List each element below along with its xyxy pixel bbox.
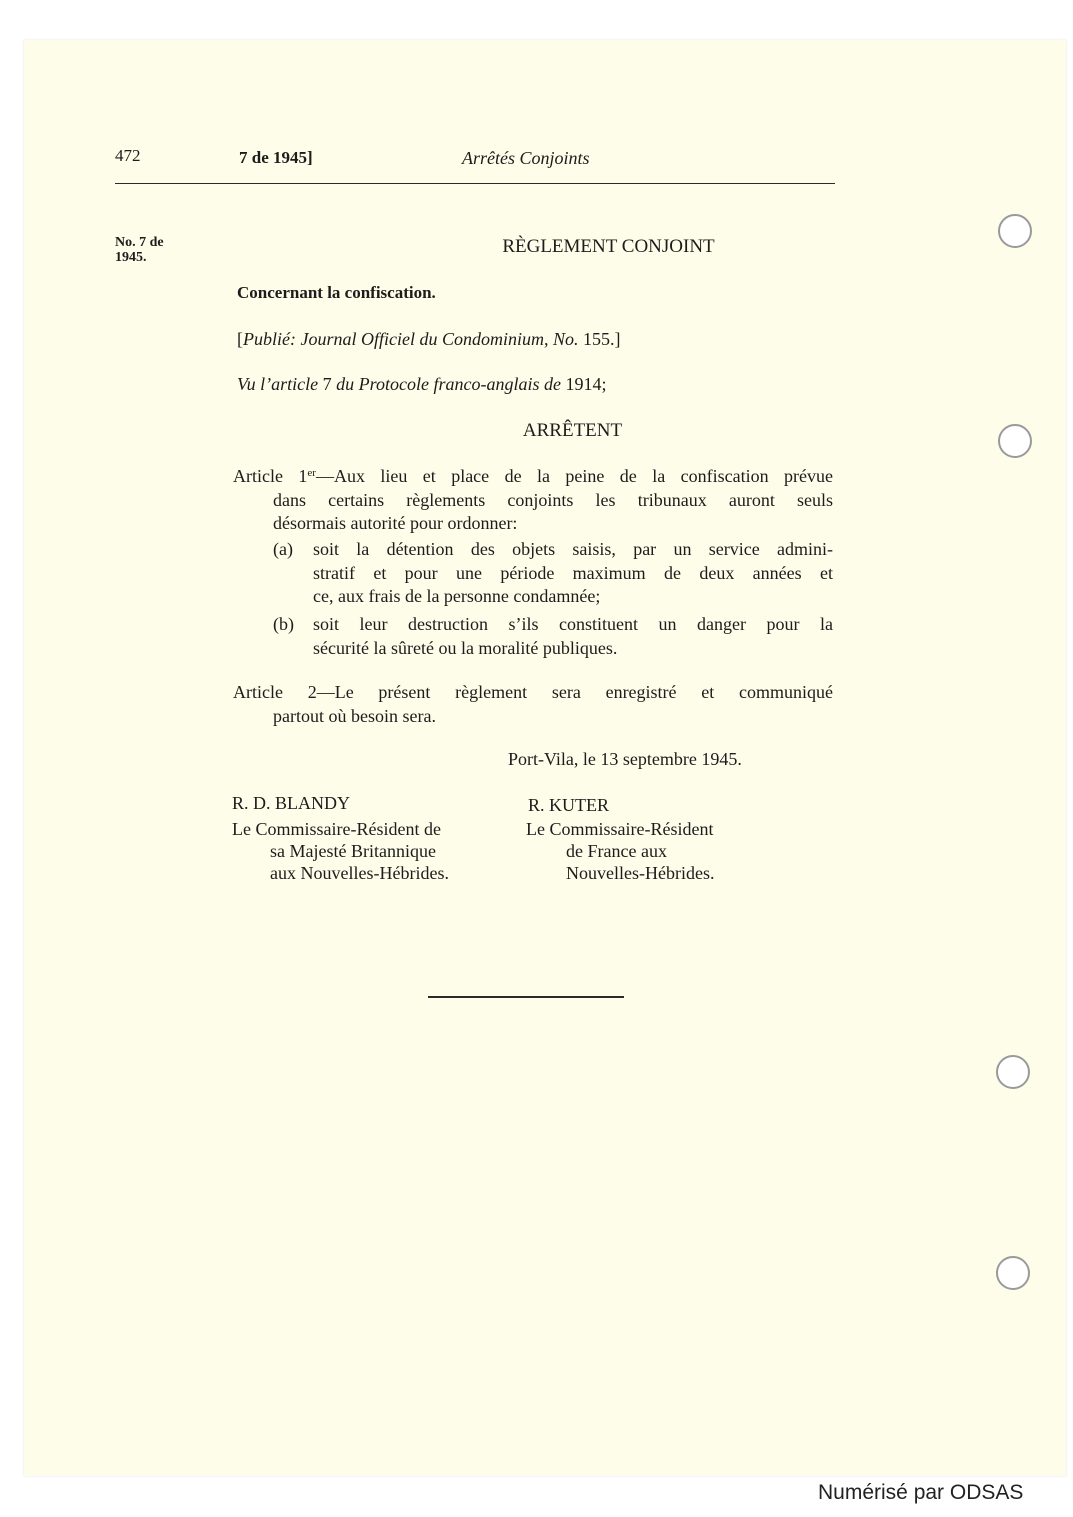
preamble-part: 1914;: [560, 374, 607, 394]
preamble-part: 7: [318, 374, 337, 394]
place-and-date: Port-Vila, le 13 septembre 1945.: [508, 749, 742, 769]
article-1-item-a: [273, 538, 833, 610]
publication-bracket: [: [237, 329, 243, 349]
item-line: soit la détention des objets saisis, par un service admini-: [313, 539, 833, 559]
subject-line: Concernant la confiscation.: [237, 283, 436, 302]
item-line: stratif et pour une période maximum de deux années et: [313, 562, 833, 583]
article-1: [233, 465, 833, 536]
article-2-line: partout où besoin sera.: [273, 705, 436, 726]
article-1-label: Article 1: [233, 466, 308, 486]
end-rule: [428, 996, 624, 998]
decree-heading-text: ARRÊTENT: [522, 420, 623, 441]
margin-note-line: 1945.: [115, 250, 147, 265]
article-1-item-b: [273, 613, 833, 661]
publication-source: Publié: Journal Officiel du Condominium, No.: [243, 329, 579, 349]
article-1-line: dans certains règlements conjoints les tribunaux auront seuls: [273, 489, 833, 510]
preamble: [237, 374, 606, 395]
running-title: Arrêtés Conjoints: [462, 148, 590, 168]
item-line: soit leur destruction s’ils constituent un danger pour la: [313, 614, 833, 634]
document-title: [0, 236, 1073, 258]
punch-hole: [996, 1055, 1030, 1089]
punch-hole: [996, 1256, 1030, 1290]
signatory-title-line: de France aux: [566, 841, 667, 861]
signatory-name: R. D. BLANDY: [232, 793, 351, 813]
signatory-name: R. KUTER: [528, 795, 609, 815]
article-1-superscript: er: [307, 467, 316, 479]
margin-note-line: No. 7 de: [115, 235, 164, 250]
item-label: (b): [273, 614, 294, 634]
signatory-title-line: Le Commissaire-Résident: [526, 819, 714, 839]
digitization-credit: Numérisé par ODSAS: [818, 1481, 1024, 1504]
preamble-part: du Protocole franco-anglais de: [336, 374, 561, 394]
item-text: [313, 613, 833, 660]
document-title-text: RÈGLEMENT CONJOINT: [502, 236, 715, 257]
item-line: ce, aux frais de la personne condamnée;: [313, 586, 601, 606]
decree-heading: [0, 420, 1073, 442]
article-1-line: [233, 465, 833, 489]
preamble-part: Vu l’article: [237, 374, 319, 394]
article-2-line: Article 2—Le présent règlement sera enregistré et communiqué: [233, 682, 833, 702]
publication-number: 155.]: [578, 329, 621, 349]
article-1-text: —Aux lieu et place de la peine de la confiscation prévue: [315, 466, 833, 486]
page-number: 472: [115, 146, 141, 165]
signatory-title-line: sa Majesté Britannique: [270, 841, 436, 861]
publication-note: [237, 329, 620, 350]
item-label: (a): [273, 539, 293, 559]
regulation-reference: 7 de 1945]: [239, 148, 313, 167]
article-2: [233, 681, 833, 728]
header-rule: [115, 183, 835, 184]
signatory-title-line: Le Commissaire-Résident de: [232, 819, 441, 839]
article-1-line: désormais autorité pour ordonner:: [273, 513, 518, 533]
signatory-title-line: Nouvelles-Hébrides.: [566, 863, 715, 883]
signatory-title-line: aux Nouvelles-Hébrides.: [270, 863, 449, 883]
item-line: sécurité la sûreté ou la moralité publiques.: [313, 637, 618, 658]
item-text: [313, 538, 833, 609]
